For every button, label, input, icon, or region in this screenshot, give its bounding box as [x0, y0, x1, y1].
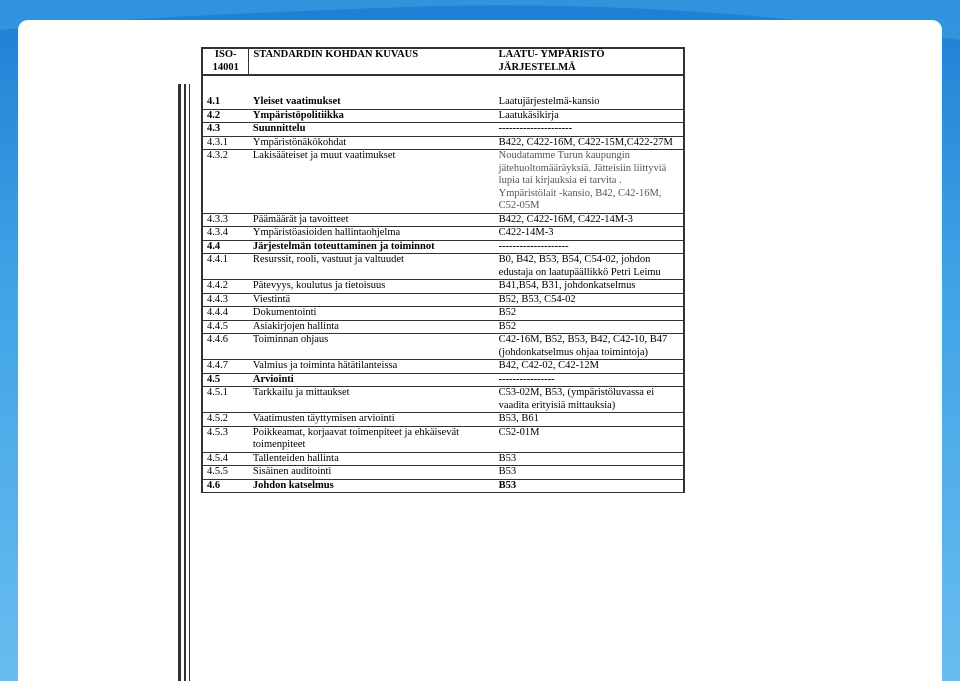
section-number: 4.1 [202, 96, 249, 109]
system-reference: C42-16M, B52, B53, B42, C42-10, B47 (johdonkatselmus ohjaa toimintoja) [495, 334, 684, 360]
section-number: 4.4 [202, 240, 249, 254]
table-row [202, 136, 684, 150]
system-reference: Laatujärjestelmä-kansio [495, 96, 684, 109]
system-reference: B53 [495, 479, 684, 493]
section-number: 4.5.3 [202, 426, 249, 452]
system-reference: B42, C42-02, C42-12M [495, 360, 684, 374]
section-description: Johdon katselmus [249, 479, 495, 493]
section-description: Pätevyys, koulutus ja tietoisuus [249, 280, 495, 294]
table-row [202, 307, 684, 321]
section-description: Toiminnan ohjaus [249, 334, 495, 360]
section-description: Suunnittelu [249, 123, 495, 137]
table-row [202, 254, 684, 280]
section-number: 4.4.4 [202, 307, 249, 321]
table-header-row [202, 48, 684, 75]
section-number: 4.5.2 [202, 413, 249, 427]
table-row [202, 360, 684, 374]
section-number: 4.4.7 [202, 360, 249, 374]
section-description: Resurssit, rooli, vastuut ja valtuudet [249, 254, 495, 280]
section-number: 4.5.4 [202, 452, 249, 466]
system-reference: C52-01M [495, 426, 684, 452]
system-reference: B53 [495, 452, 684, 466]
system-reference: C422-14M-3 [495, 227, 684, 241]
section-number: 4.5.5 [202, 466, 249, 480]
table-row [202, 227, 684, 241]
section-description: Asiakirjojen hallinta [249, 320, 495, 334]
section-description: Ympäristöasioiden hallintaohjelma [249, 227, 495, 241]
section-number: 4.5 [202, 373, 249, 387]
section-number: 4.5.1 [202, 387, 249, 413]
table-row [202, 452, 684, 466]
section-description: Vaatimusten täyttymisen arviointi [249, 413, 495, 427]
table-row [202, 426, 684, 452]
section-number: 4.2 [202, 109, 249, 123]
section-number: 4.3 [202, 123, 249, 137]
system-reference: -------------------- [495, 240, 684, 254]
section-number: 4.4.1 [202, 254, 249, 280]
section-number: 4.4.6 [202, 334, 249, 360]
system-reference: B52 [495, 320, 684, 334]
table-row [202, 479, 684, 493]
section-number: 4.4.2 [202, 280, 249, 294]
system-reference: B41,B54, B31, johdonkatselmus [495, 280, 684, 294]
section-description: Järjestelmän toteuttaminen ja toiminnot [249, 240, 495, 254]
section-description: Tallenteiden hallinta [249, 452, 495, 466]
section-number: 4.3.3 [202, 213, 249, 227]
section-description: Dokumentointi [249, 307, 495, 321]
table-row [202, 96, 684, 109]
table-row [202, 280, 684, 294]
system-reference: Laatukäsikirja [495, 109, 684, 123]
table-row [202, 466, 684, 480]
table-row [202, 413, 684, 427]
header-description: STANDARDIN KOHDAN KUVAUS [249, 48, 495, 75]
system-reference: C53-02M, B53, (ympäristöluvassa ei vaadita erityisiä mittauksia) [495, 387, 684, 413]
table-row [202, 373, 684, 387]
table-row [202, 150, 684, 214]
section-description: Tarkkailu ja mittaukset [249, 387, 495, 413]
header-iso: ISO-14001 [202, 48, 249, 75]
table-row [202, 387, 684, 413]
table-row [202, 123, 684, 137]
system-reference: Noudatamme Turun kaupungin jätehuoltomääräyksiä. Jätteisiin liittyviä lupia tai kirjauksia ei tarvita . Ympäristölait -kansio, B42, C42-16M, C52-05M [495, 150, 684, 214]
section-number: 4.4.3 [202, 293, 249, 307]
table-row [202, 320, 684, 334]
section-number: 4.3.4 [202, 227, 249, 241]
section-number: 4.6 [202, 479, 249, 493]
section-description: Lakisääteiset ja muut vaatimukset [249, 150, 495, 214]
spacer-row [202, 75, 684, 96]
system-reference: B0, B42, B53, B54, C54-02, johdon edustaja on laatupäällikkö Petri Leimu [495, 254, 684, 280]
system-reference: B53 [495, 466, 684, 480]
section-description: Poikkeamat, korjaavat toimenpiteet ja ehkäisevät toimenpiteet [249, 426, 495, 452]
section-number: 4.3.2 [202, 150, 249, 214]
system-reference: B52 [495, 307, 684, 321]
section-number: 4.3.1 [202, 136, 249, 150]
section-description: Sisäinen auditointi [249, 466, 495, 480]
decorative-left-rules [178, 84, 200, 681]
table-row [202, 240, 684, 254]
table-row [202, 293, 684, 307]
system-reference: B422, C422-16M, C422-15M,C422-27M [495, 136, 684, 150]
section-description: Ympäristönäkökohdat [249, 136, 495, 150]
table-row [202, 109, 684, 123]
system-reference: --------------------- [495, 123, 684, 137]
header-system: LAATU- YMPÄRISTÖ JÄRJESTELMÄ [495, 48, 684, 75]
table-row [202, 213, 684, 227]
section-description: Viestintä [249, 293, 495, 307]
section-description: Yleiset vaatimukset [249, 96, 495, 109]
system-reference: ---------------- [495, 373, 684, 387]
section-number: 4.4.5 [202, 320, 249, 334]
system-reference: B422, C422-16M, C422-14M-3 [495, 213, 684, 227]
system-reference: B52, B53, C54-02 [495, 293, 684, 307]
standards-table [201, 47, 685, 493]
table-row [202, 334, 684, 360]
system-reference: B53, B61 [495, 413, 684, 427]
section-description: Päämäärät ja tavoitteet [249, 213, 495, 227]
section-description: Arviointi [249, 373, 495, 387]
section-description: Valmius ja toiminta hätätilanteissa [249, 360, 495, 374]
section-description: Ympäristöpolitiikka [249, 109, 495, 123]
